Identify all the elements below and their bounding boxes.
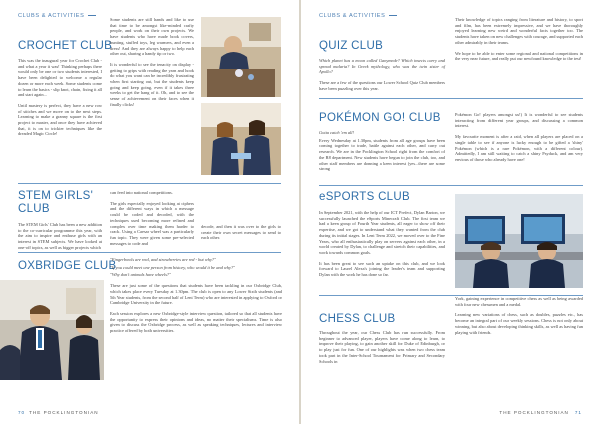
esports-photo <box>455 194 583 288</box>
oxbridge-text <box>110 257 282 339</box>
section-divider <box>18 183 281 184</box>
quiz-p4: We hope to be able to enter some regional and national competitions in the very near future, and really put our newfound knowledge to the test! <box>455 50 583 62</box>
footer <box>18 410 99 415</box>
chess-p1: Throughout the year, our Chess Club has run successfully. From beginner to advanced player, players have come along to learn, to improve their playing, to gain another skill for Duke of Edinburgh, or to play just for fun. One of our highlights was when two chess team took part in the Inter-School Tournament for Primary and Secondary Schools in <box>319 330 445 364</box>
quiz-p2: These are a few of the questions our Lower School Quiz Club members have been puzzling over this year. <box>319 80 445 91</box>
crochet-p1: This was the inaugural year for Crochet Club - and what a year it was! Thinking perhaps there would only be one or two students interested, I have been delighted to welcome a regular dozen or more each week. Some students come to learn the basics - slip knot, chain, fixing it all and start again... <box>18 58 102 98</box>
chess-col-2 <box>455 296 583 340</box>
esports-p1: In September 2021, with the help of our ICT Prefect, Dylan Barton, we successfully launched the eSports Minecraft Club. The first team we had a keen group of Fourth Year students, all eager to show off their expertise, and we got to understand what they wanted from the club during its initial stages. In Lent Term 2022, we moved over to the Fine Years, who all enthusiastically play on servers against each other, in a world created by Dylan, to challenge and stretch their capabilities, and work towards common goals. <box>319 210 445 255</box>
pokemon-p3: Pokémon Go! players amongst us!) It is wonderful to see students interacting from different year groups, and discussing a common interest. <box>455 112 583 129</box>
stem-col-2 <box>110 190 194 251</box>
oxbridge-photo-image <box>0 280 104 380</box>
esports-text <box>319 210 445 283</box>
crochet-photo-2 <box>201 103 281 175</box>
quiz-col-2 <box>455 17 583 67</box>
crochet-photo <box>201 17 281 97</box>
esports-p2: It has been great to see such an uptake on this club, and we look forward to Laurel Alexa's joining the leader's team and supporting Dylan with the work he has done so far. <box>319 260 445 278</box>
pokemon-p4: My favourite moment is after a raid, when all players are placed on a single table to see if anyone is lucky enough to be gifted a 'shiny' Pokémon (which is a rare Pokémon, with a different colour). Admittedly, I am still waiting to catch a shiny Psyduck, and am very envious of those who already have one! <box>455 134 583 162</box>
quiz-p1: Which planet has a moon called Ganymede? Which insects carry and spread malaria? In Greek mythology, who was the twin sister of Apollo? <box>319 58 445 75</box>
crochet-col-2 <box>110 17 194 113</box>
left-page <box>0 0 299 424</box>
crochet-p2: Until mastery is perfect, they have a new row of stitches and we move on to the next steps. Learning to make a granny square is the first project to master, and once they have achieved that, it is on to trickier techniques like the dreaded Magic Circle! <box>18 102 102 137</box>
oxbridge-p4: These are just some of the questions that students have been tackling in our Oxbridge Club, which takes place every Tuesday at 1.30pm. The club is open to any Lower Sixth students (and 5th Year students, from the second half of Lent Term) who are interested in applying to Oxford or Cambridge University in the future. <box>110 283 282 306</box>
oxbridge-q1: "Fingerbowls are real, and strawberries are red - but why?" <box>110 257 216 262</box>
oxbridge-q3: "Why don't animals have wheels?" <box>110 272 171 278</box>
esports-title: eSPORTS CLUB <box>319 191 410 203</box>
crochet-p3: Some students are still hands and like to use that time to be amongst like-minded crafty people, and work on their own projects. We have students who have made book covers, bunting, stuffed toys, leg warmers, and even a dress! And they are always happy to help each other out, sharing a handy tip or two. <box>110 17 194 57</box>
pokemon-col-2 <box>455 112 583 168</box>
publication-name-right: THE POCKLINGTONIAN <box>499 410 569 415</box>
pokemon-p1: Gotta catch 'em all! <box>319 130 354 135</box>
publication-name: THE POCKLINGTONIAN <box>29 410 99 415</box>
quiz-p3: Their knowledge of topics ranging from literature and history, to sport and film, has been extremely impressive, and we have thoroughly enjoyed learning new weird and wonderful facts together too. The students have taken on new challenges with courage, and supported each other admirably in their teams. <box>455 17 583 45</box>
stem-p4: decode, and then it was over to the girls to create their own secret messages to send to each other. <box>201 224 281 241</box>
stem-p3: The girls especially enjoyed looking at ciphers and the different ways in which a message could be coded and decoded, with the techniques used becoming more refined and complex over time making them harder to crack. Using a Caesar wheel was a particularly fun topic. They were given some pre-selected messages to code and <box>110 200 194 246</box>
crochet-photo-image <box>201 17 281 97</box>
crochet-p4: It is wonderful to see the tenacity on display - getting to grips with reading the yarn and hook do what you want can be incredibly frustrating when first starting out, but the students keep going and keep going, even if it takes three weeks to get the hang of it. Oh, and to see the sense of achievement on their faces when it finally clicks! <box>110 61 194 107</box>
section-divider-right-2 <box>319 185 583 186</box>
esports-photo-image <box>455 194 583 288</box>
crochet-col-1 <box>18 58 102 142</box>
page-number-right: 71 <box>574 410 582 415</box>
oxbridge-title: OXBRIDGE CLUB <box>18 260 117 272</box>
quiz-title: QUIZ CLUB <box>319 40 384 52</box>
stem-title: STEM GIRLS' CLUB <box>18 190 94 215</box>
crochet-photo-2-image <box>201 103 281 175</box>
stem-col-1 <box>18 222 102 256</box>
section-divider-2 <box>18 252 281 253</box>
pokemon-title: POKÉMON GO! CLUB <box>319 112 441 124</box>
chess-col-1 <box>319 330 445 369</box>
crochet-title: CROCHET CLUB <box>18 40 113 52</box>
chess-p3: Learning new variations of chess, such as doubles, puzzles etc., has become an integral part of our weekly sessions. Chess is not only about winning, but also about developing thinking skills, as well as having fun playing with friends. <box>455 312 583 335</box>
footer-right <box>499 410 582 415</box>
pokemon-col-1 <box>319 130 445 177</box>
section-divider-right <box>319 98 583 99</box>
chess-p2: York, gaining experience in competitive chess as well as being awarded with four new chessmen and a medal. <box>455 296 583 307</box>
section-tag-right: CLUBS & ACTIVITIES <box>319 13 397 19</box>
stem-col-3 <box>201 224 281 246</box>
chess-title: CHESS CLUB <box>319 313 396 325</box>
section-tag: CLUBS & ACTIVITIES <box>18 13 96 19</box>
oxbridge-photo <box>0 280 104 380</box>
pokemon-p2: Every Wednesday at 1.30pm, students from all age groups have been coming together to trade, battle against each other, and carry out research. We are in the Pocklington School right from the comfort of the R8 department. New students have begun to join the club, too, and other staff members are donning a keen interest (yes...there are some strong <box>319 137 445 172</box>
right-page <box>301 0 600 424</box>
oxbridge-q2: "If you could meet one person from history, who would it be and why?" <box>110 264 235 270</box>
stem-p1: The STEM Girls' Club has been a new addition to the co-curricular programme this year, with the aim to inspire and enthuse girls with an interest in STEM subjects. We have looked at one-off topics, as well as bigger projects which <box>18 222 102 250</box>
oxbridge-p5: Each session explores a new Oxbridge-style interview question, tailored so that all students have the opportunity to express their opinions and ideas, no matter their specialisms. Time is also given to discuss the Oxbridge process, as well as speaking techniques, lectures and interview practice offered by both universities. <box>110 310 282 334</box>
quiz-col-1 <box>319 58 445 97</box>
stem-p2: can feed into national competitions. <box>110 190 173 195</box>
page-number: 70 <box>18 410 26 415</box>
